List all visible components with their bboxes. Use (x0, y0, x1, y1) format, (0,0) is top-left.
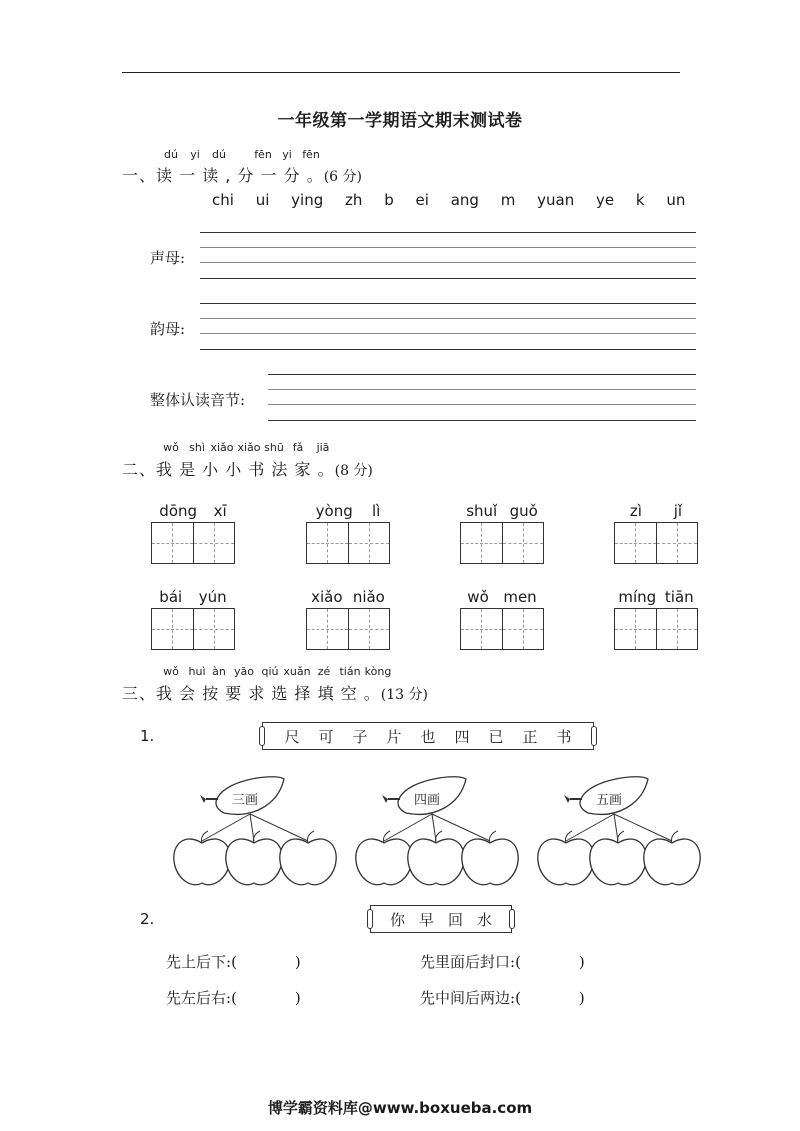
scroll-char: 早 (418, 910, 434, 929)
stroke-group-five (530, 775, 705, 890)
syllable: m (500, 191, 516, 209)
yunmu-writing-lines[interactable] (200, 303, 696, 351)
word-pinyin: shuǐ (466, 502, 498, 520)
paren-close: ) (294, 989, 301, 1007)
syllable: ying (291, 191, 324, 209)
pinyin-annotation: zé (317, 665, 331, 678)
word-pinyin: men (503, 588, 537, 606)
section2-heading (122, 457, 373, 480)
pinyin-annotation: àn (212, 665, 226, 678)
syllable: un (666, 191, 686, 209)
syllable: ye (596, 191, 615, 209)
fill-item (166, 951, 301, 972)
scroll-char: 你 (389, 910, 405, 929)
group-label: 四画 (414, 793, 441, 808)
paren-open: ( (515, 989, 521, 1007)
scroll-char: 已 (488, 727, 504, 746)
pinyin-annotation: shū (264, 441, 284, 454)
paren-close: ) (578, 953, 585, 971)
paren-close: ) (294, 953, 301, 971)
fill-item (420, 951, 585, 972)
stroke-group-three (166, 775, 341, 890)
yunmu-label: 韵母: (150, 320, 186, 338)
writing-line (200, 232, 696, 233)
page-title: 一年级第一学期语文期末测试卷 (277, 111, 523, 131)
word-pinyin: niǎo (352, 588, 385, 606)
word-pinyin: xī (213, 502, 227, 520)
shengmu-label: 声母: (150, 249, 186, 267)
word-pinyin: tiān (664, 588, 694, 606)
writing-line (200, 262, 696, 263)
zhengti-writing-lines[interactable] (268, 374, 696, 422)
word-pinyin: yòng (315, 502, 353, 520)
word-pinyin: zì (629, 502, 642, 520)
fill-item-label: 先中间后两边: (420, 989, 516, 1007)
pinyin-annotation: kòng (364, 665, 392, 678)
scroll-char: 片 (386, 727, 402, 746)
syllable: zh (345, 191, 363, 209)
tianzige-box[interactable] (306, 522, 390, 564)
footer-watermark: 博学霸资料库@www.boxueba.com (267, 1099, 533, 1117)
fill-item-label: 先左后右: (166, 989, 232, 1007)
word-pinyin: jǐ (673, 502, 683, 520)
pinyin-annotation: yi (190, 148, 200, 161)
tianzige-box[interactable] (151, 522, 235, 564)
writing-line (200, 349, 696, 350)
writing-line (200, 318, 696, 319)
section1-heading-text: 一、读 一 读 , 分 一 分 。 (122, 166, 324, 185)
tianzige-box[interactable] (460, 522, 544, 564)
scroll-char: 尺 (284, 727, 300, 746)
group-label: 五画 (596, 793, 623, 808)
fill-item-label: 先上后下: (166, 953, 232, 971)
pinyin-annotation: wǒ (163, 441, 179, 454)
fill-item-label: 先里面后封口: (420, 953, 516, 971)
word-pinyin: yún (198, 588, 227, 606)
pinyin-annotation: fēn (254, 148, 272, 161)
section3-heading-text: 三、我 会 按 要 求 选 择 填 空 。 (122, 684, 381, 703)
scroll-char: 书 (556, 727, 572, 746)
section2-points: (8 分) (334, 463, 373, 479)
paren-open: ( (231, 989, 237, 1007)
paren-open: ( (231, 953, 237, 971)
pinyin-annotation: xiǎo (210, 441, 234, 454)
writing-line (268, 404, 696, 405)
scroll-char: 可 (318, 727, 334, 746)
pinyin-annotation: fǎ (292, 441, 304, 454)
syllable: ui (255, 191, 270, 209)
tianzige-box[interactable] (151, 608, 235, 650)
word-pinyin: dōng (159, 502, 198, 520)
writing-line (268, 374, 696, 375)
scroll-char: 水 (476, 910, 492, 929)
pinyin-annotation: wǒ (163, 665, 179, 678)
pinyin-annotation: yi (282, 148, 292, 161)
syllable: k (635, 191, 645, 209)
scroll-char: 四 (454, 727, 470, 746)
writing-line (200, 303, 696, 304)
syllable: chi (212, 191, 234, 209)
pinyin-annotation: dú (212, 148, 226, 161)
section1-heading (122, 163, 362, 186)
pinyin-annotation: qiú (261, 665, 279, 678)
pinyin-annotation: fēn (302, 148, 320, 161)
fill-item (420, 987, 585, 1008)
pinyin-annotation: jiā (316, 441, 330, 454)
section2-heading-text: 二、我 是 小 小 书 法 家 。 (122, 460, 335, 479)
writing-line (200, 247, 696, 248)
syllable: yuan (537, 191, 575, 209)
scroll-char: 正 (522, 727, 538, 746)
word-pinyin: wǒ (467, 588, 489, 606)
writing-line (268, 420, 696, 421)
writing-line (268, 389, 696, 390)
scroll-char: 子 (352, 727, 368, 746)
writing-line (200, 333, 696, 334)
section1-points: (6 分) (323, 169, 362, 185)
fill-item (166, 987, 301, 1008)
pinyin-annotation: xiǎo (237, 441, 261, 454)
paren-close: ) (578, 989, 585, 1007)
pinyin-annotation: xuǎn (283, 665, 311, 678)
q2-character-scroll (370, 905, 512, 933)
tianzige-box[interactable] (460, 608, 544, 650)
tianzige-box[interactable] (614, 522, 698, 564)
tianzige-box[interactable] (614, 608, 698, 650)
word-pinyin: bái (159, 588, 183, 606)
writing-line (200, 278, 696, 279)
pinyin-annotation: yāo (234, 665, 254, 678)
syllable: b (384, 191, 394, 209)
paren-open: ( (515, 953, 521, 971)
section3-points: (13 分) (380, 687, 428, 703)
syllable: ang (450, 191, 479, 209)
scroll-char: 回 (447, 910, 463, 929)
syllable-list (212, 191, 702, 209)
shengmu-writing-lines[interactable] (200, 232, 696, 280)
question-1-number: 1. (140, 727, 155, 745)
zhengti-label: 整体认读音节: (150, 391, 246, 409)
word-pinyin: xiǎo (311, 588, 343, 606)
q1-character-scroll (262, 722, 594, 750)
scroll-char: 也 (420, 727, 436, 746)
pinyin-annotation: shì (189, 441, 205, 454)
pinyin-annotation: dú (164, 148, 178, 161)
word-pinyin: lì (372, 502, 381, 520)
question-2-number: 2. (140, 910, 155, 928)
pinyin-annotation: tián (339, 665, 361, 678)
syllable: ei (415, 191, 429, 209)
word-pinyin: míng (618, 588, 657, 606)
group-label: 三画 (232, 793, 259, 808)
tianzige-box[interactable] (306, 608, 390, 650)
section3-heading (122, 681, 428, 704)
word-pinyin: guǒ (509, 502, 538, 520)
stroke-group-four (348, 775, 523, 890)
pinyin-annotation: huì (188, 665, 206, 678)
top-rule (122, 72, 680, 73)
